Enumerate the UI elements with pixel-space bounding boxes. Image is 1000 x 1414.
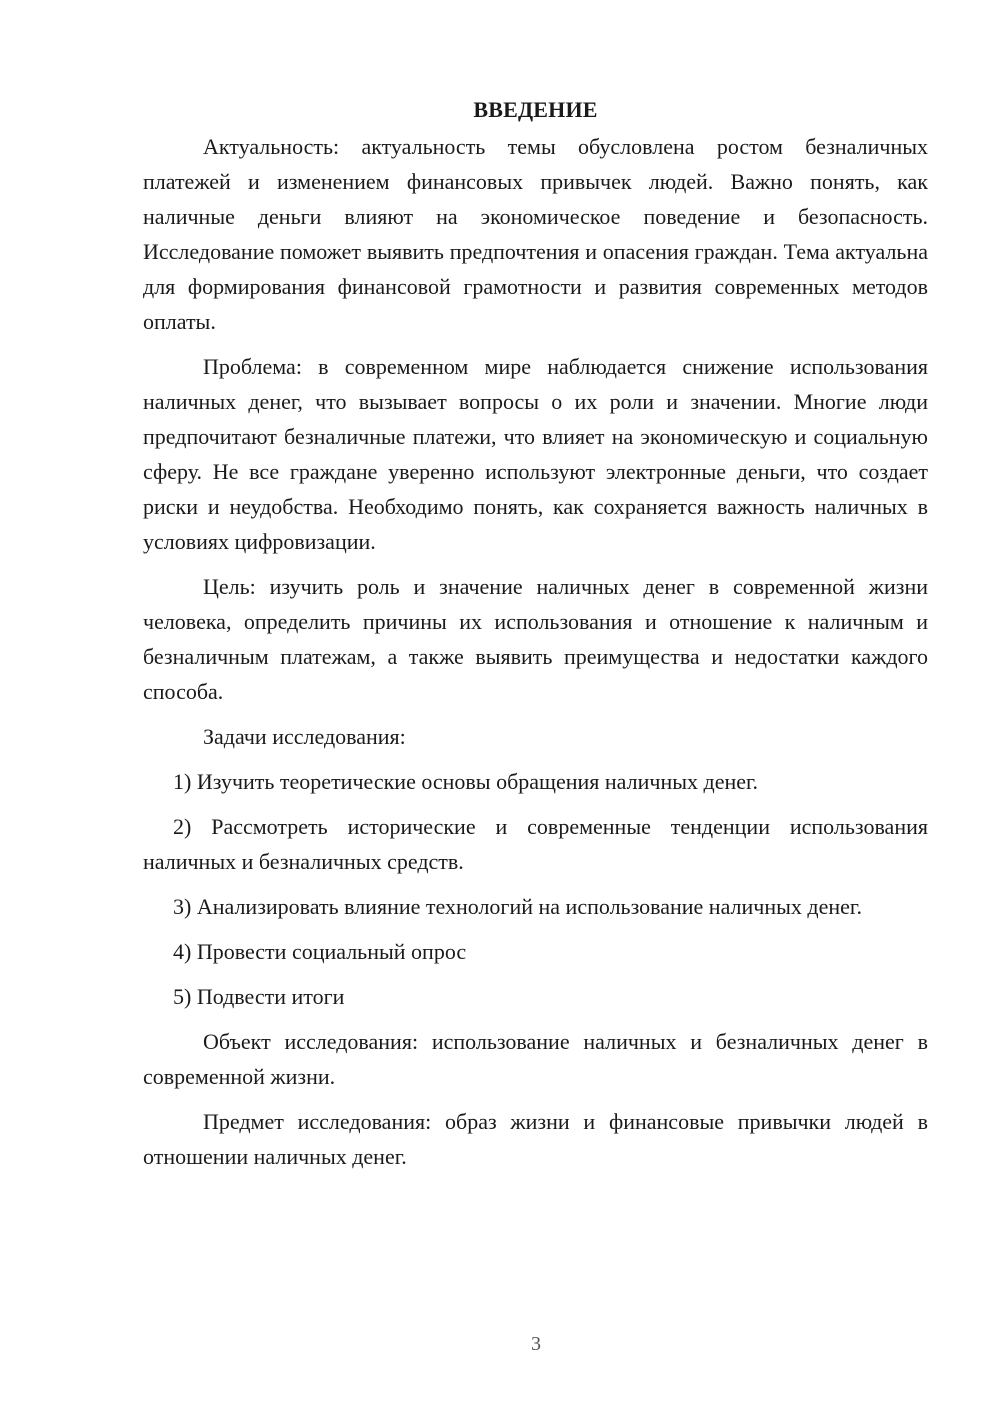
task-item-5: 5) Подвести итоги [173,984,345,1009]
page-content [143,92,928,1184]
task-item-4: 4) Провести социальный опрос [173,939,467,964]
research-subject-paragraph: Предмет исследования: образ жизни и финансовые привычки людей в отношении наличных денег. [143,1109,928,1169]
task-item-2: 2) Рассмотреть исторические и современные тенденции использования наличных и безналичных средств. [143,814,928,874]
relevance-paragraph: Актуальность: актуальность темы обусловлена ростом безналичных платежей и изменением финансовых привычек людей. Важно понять, как наличные деньги влияют на экономическое поведение и безопасность. Исследование поможет выявить предпочтения и опасения граждан. Тема актуальна для формирования финансовой грамотности и развития современных методов оплаты. [143,134,928,334]
page-number: 3 [531,1333,541,1355]
section-heading: ВВЕДЕНИЕ [473,97,598,122]
problem-paragraph: Проблема: в современном мире наблюдается снижение использования наличных денег, что вызывает вопросы о их роли и значении. Многие люди предпочитают безналичные платежи, что влияет на экономическую и социальную сферу. Не все граждане уверенно используют электронные деньги, что создает риски и неудобства. Необходимо понять, как сохраняется важность наличных в условиях цифровизации. [143,354,928,554]
goal-paragraph: Цель: изучить роль и значение наличных денег в современной жизни человека, определить причины их использования и отношение к наличным и безналичным платежам, а также выявить преимущества и недостатки каждого способа. [143,574,928,704]
research-object-paragraph: Объект исследования: использование наличных и безналичных денег в современной жизни. [143,1029,928,1089]
task-item-1: 1) Изучить теоретические основы обращения наличных денег. [173,769,759,794]
tasks-heading: Задачи исследования: [203,724,406,749]
task-item-3: 3) Анализировать влияние технологий на использование наличных денег. [173,894,862,919]
